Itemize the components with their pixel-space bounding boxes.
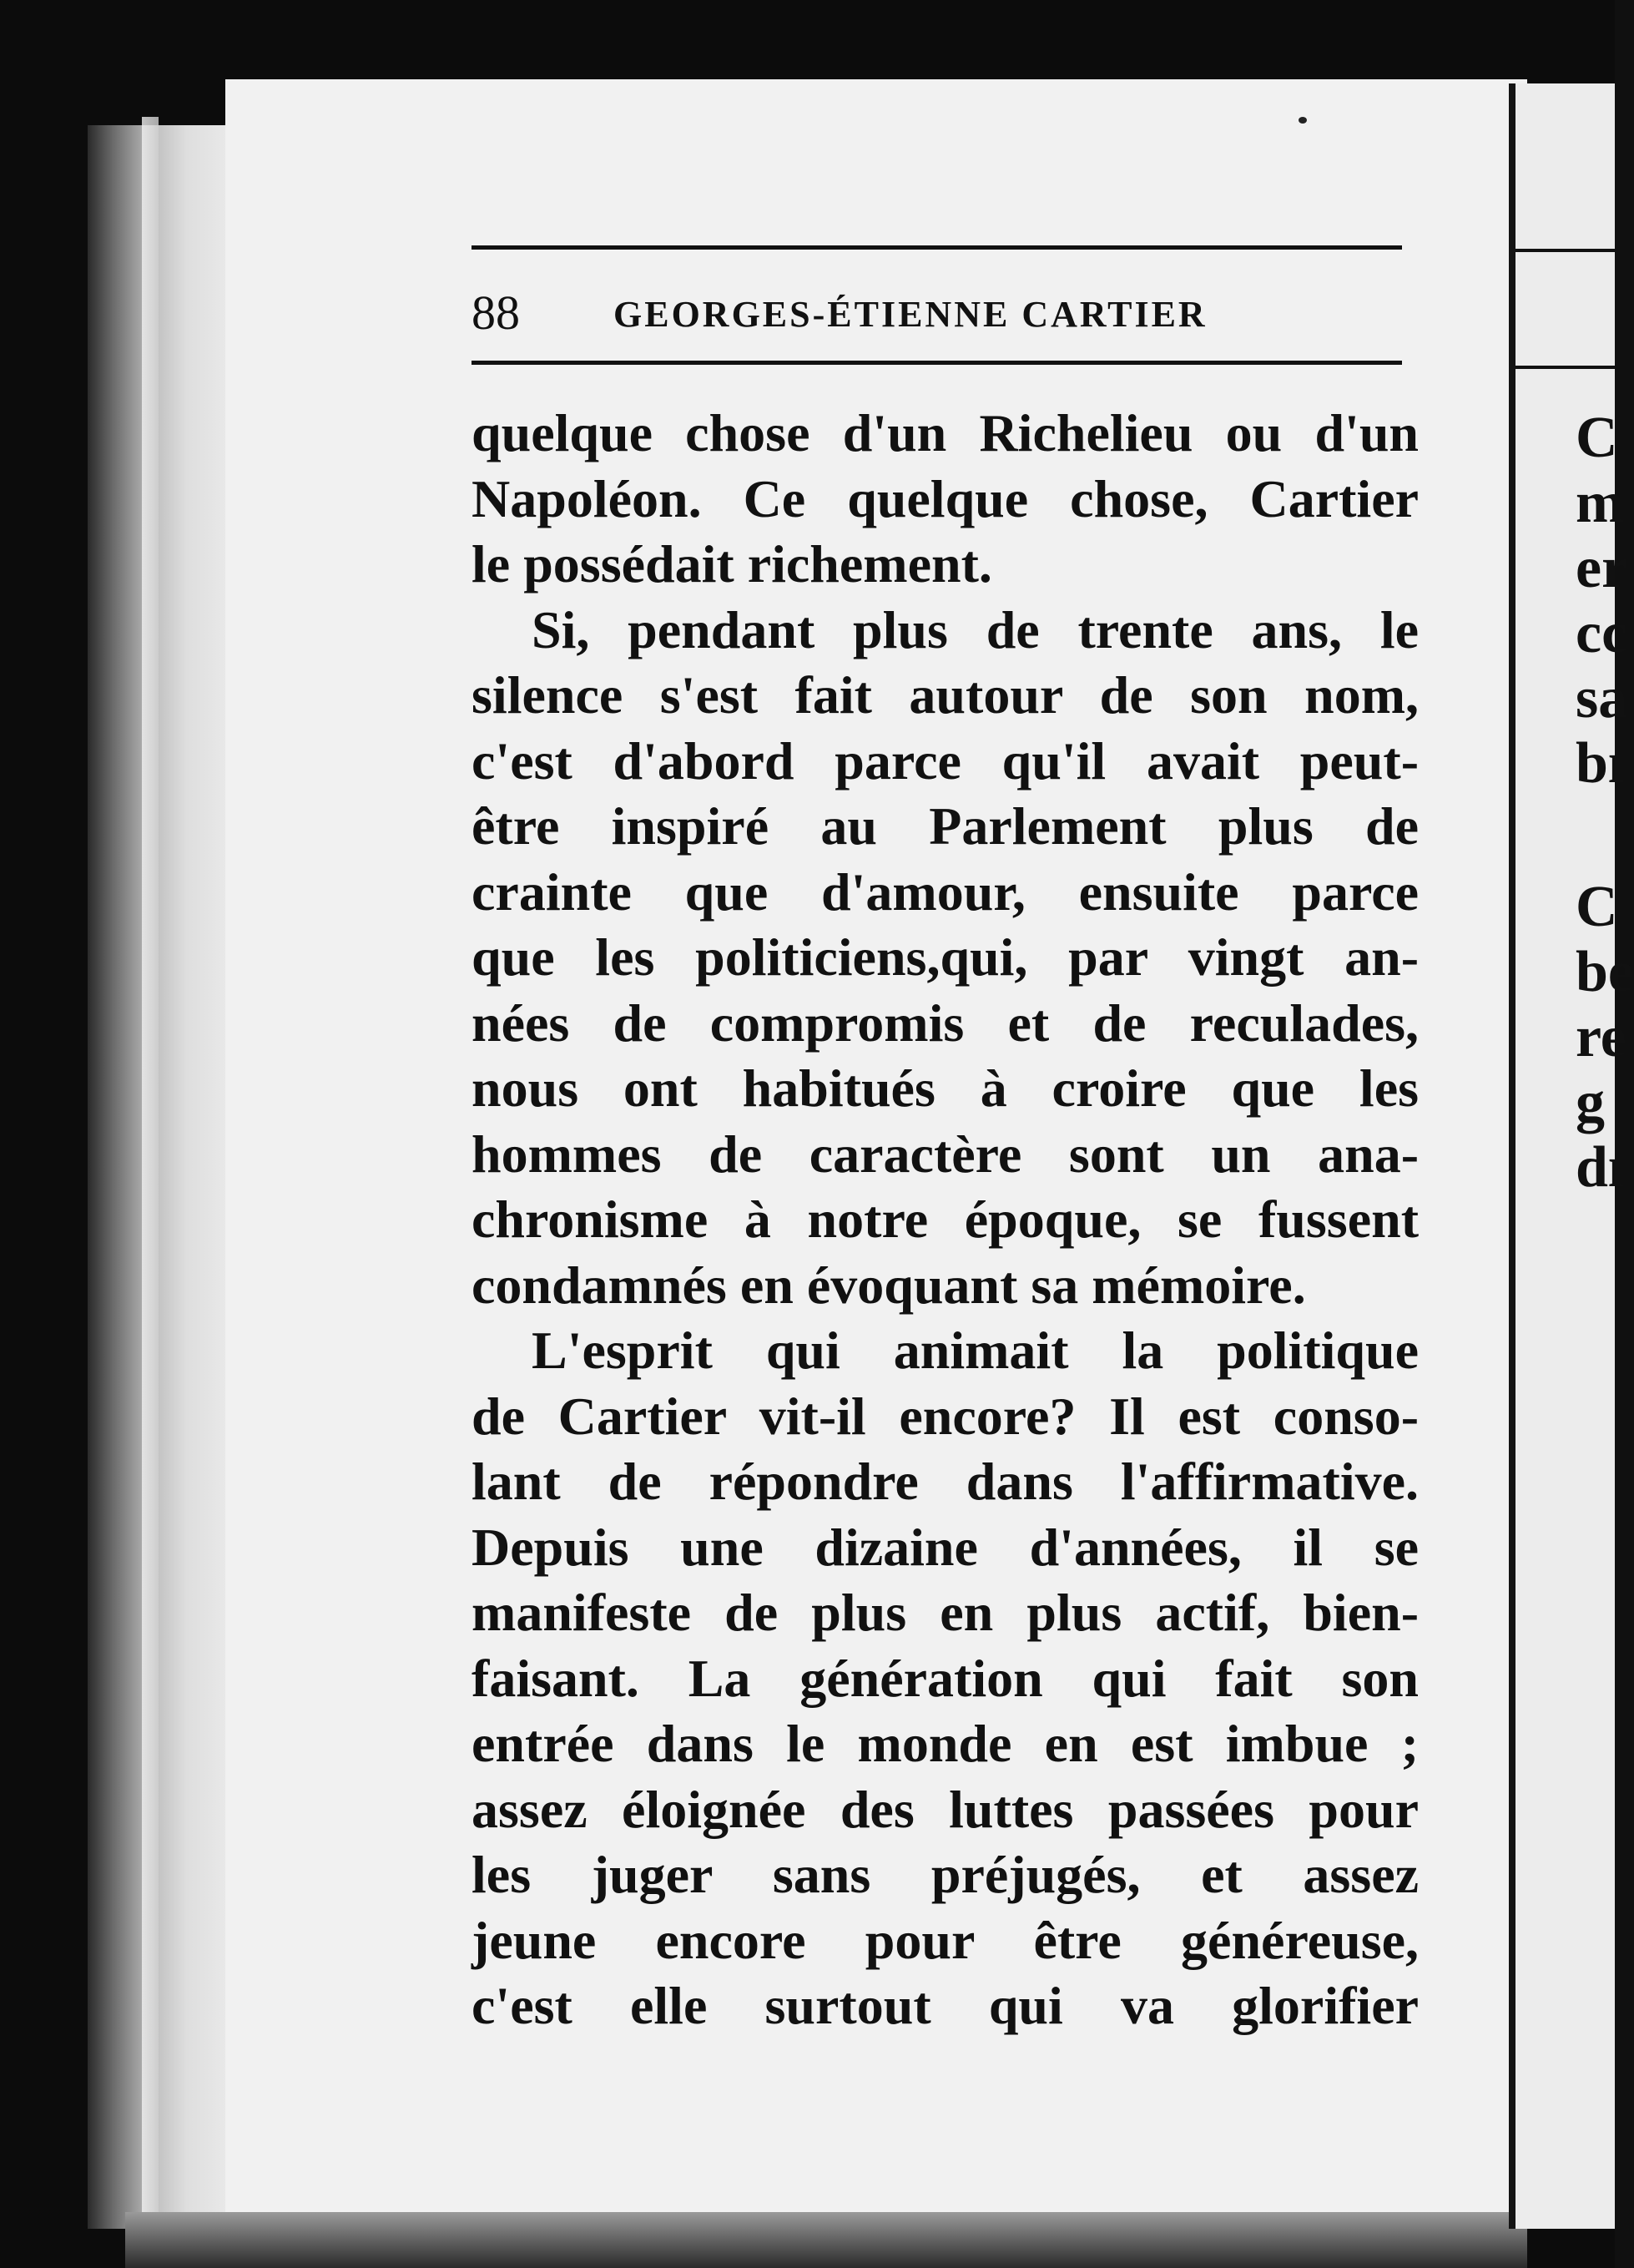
text-line: être inspiré au Parlement plus de [472, 796, 1419, 856]
facing-fragment: sa [1576, 666, 1628, 730]
text-line: manifeste de plus en plus actif, bien- [472, 1583, 1419, 1642]
text-line: assez éloignée des luttes passées pour [472, 1779, 1419, 1839]
text-line: c'est d'abord parce qu'il avait peut- [472, 730, 1419, 791]
text-line: entrée dans le monde en est imbue ; [472, 1714, 1419, 1773]
header-bottom-rule [472, 361, 1402, 365]
text-line: c'est elle surtout qui va glorifier [472, 1976, 1419, 2035]
book-gutter [88, 125, 229, 2229]
text-line: nous ont habitués à croire que les [472, 1058, 1419, 1118]
facing-fragment: C [1576, 406, 1618, 470]
facing-fragment: m [1576, 471, 1625, 535]
text-line: de Cartier vit-il encore? Il est conso- [472, 1386, 1419, 1446]
text-line: L'esprit qui animait la politique [532, 1321, 1419, 1380]
facing-fragment: dı [1576, 1135, 1625, 1200]
text-line: silence s'est fait autour de son nom, [472, 665, 1419, 725]
text-line: crainte que d'amour, ensuite parce [472, 861, 1419, 922]
text-line: chronisme à notre époque, se fussent [472, 1190, 1419, 1249]
header-top-rule [472, 245, 1402, 250]
facing-fragment: bı [1576, 731, 1625, 796]
facing-fragment: g [1576, 1070, 1605, 1134]
running-head-title: GEORGES-ÉTIENNE CARTIER [613, 294, 1208, 335]
text-line: le possédait richement. [472, 534, 992, 594]
facing-fragment: cc [1576, 601, 1628, 665]
facing-fragment: be [1576, 940, 1634, 1004]
facing-page-rule [1515, 366, 1615, 369]
facing-page [1515, 83, 1634, 2229]
page-bottom-shadow [125, 2212, 1527, 2268]
text-line: condamnés en évoquant sa mémoire. [472, 1255, 1306, 1315]
running-head [472, 284, 1402, 342]
facing-fragment: re [1576, 1005, 1626, 1069]
text-line: que les politiciens,qui, par vingt an- [472, 927, 1419, 987]
ink-speck [1299, 117, 1307, 124]
text-line: Si, pendant plus de trente ans, le [532, 599, 1419, 659]
text-line: lant de répondre dans l'affirmative. [472, 1452, 1419, 1511]
text-line: faisant. La génération qui fait son [472, 1648, 1419, 1708]
text-line: Depuis une dizaine d'années, il se [472, 1517, 1419, 1577]
text-line: hommes de caractère sont un ana- [472, 1124, 1419, 1184]
page-number: 88 [472, 285, 520, 340]
body-text [472, 401, 1419, 2039]
text-line: les juger sans préjugés, et assez [472, 1845, 1419, 1904]
text-line: jeune encore pour être généreuse, [472, 1910, 1419, 1970]
text-line: quelque chose d'un Richelieu ou d'un [472, 403, 1419, 462]
page-divider [1509, 83, 1515, 2229]
page-edge [142, 117, 159, 2229]
text-line: Napoléon. Ce quelque chose, Cartier [472, 468, 1419, 528]
facing-fragment: er [1576, 536, 1628, 600]
facing-page-rule [1515, 249, 1615, 252]
facing-fragment: C [1576, 875, 1618, 939]
text-line: nées de compromis et de reculades, [472, 993, 1419, 1053]
